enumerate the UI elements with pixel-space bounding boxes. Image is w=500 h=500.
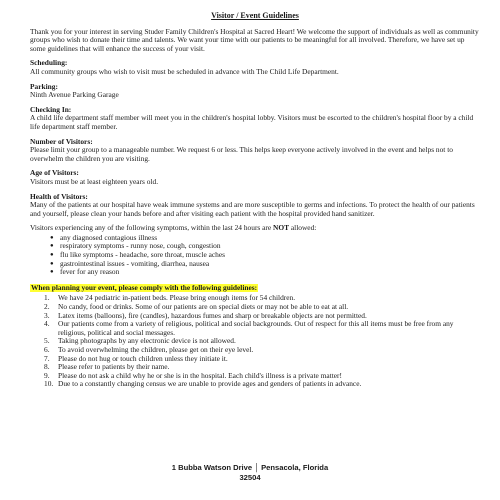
- footer-address: [0, 463, 500, 483]
- rule-text: We have 24 pediatric in-patient beds. Please bring enough items for 54 children.: [58, 293, 296, 303]
- section-text: Ninth Avenue Parking Garage: [30, 90, 119, 100]
- list-item: [30, 320, 480, 337]
- guidelines-document: [30, 12, 480, 389]
- section-health-of-visitors: [30, 193, 480, 219]
- rule-number: 2.: [44, 302, 50, 312]
- section-text: A child life department staff member will meet you in the children's hospital lobby. Visitors must be escorted to the children's hospital floor by a child life department staff member.: [30, 113, 474, 131]
- rule-text: Please refer to patients by their name.: [58, 362, 170, 372]
- list-item: ● fever for any reason: [50, 268, 480, 277]
- document-title: Visitor / Event Guidelines: [211, 11, 299, 20]
- section-checking-in: [30, 106, 480, 132]
- rule-number: 6.: [44, 345, 50, 354]
- symptoms-list: [30, 234, 480, 277]
- section-scheduling: [30, 59, 480, 76]
- rule-number: 1.: [44, 293, 50, 303]
- symptoms-intro-before: Visitors experiencing any of the following symptoms, within the last 24 hours are: [30, 223, 273, 233]
- rule-number: 5.: [44, 336, 50, 346]
- rule-number: 10.: [44, 379, 54, 389]
- section-text: Please limit your group to a manageable number. We request 6 or less. This helps keep everyone actively involved in the event and helps not to overwhelm the children you are visiting.: [30, 145, 453, 163]
- symptoms-intro-after: allowed:: [289, 223, 317, 233]
- rule-number: 4.: [44, 319, 50, 329]
- section-text: All community groups who wish to visit must be scheduled in advance with The Child Life Department.: [30, 66, 339, 76]
- section-text: Many of the patients at our hospital have weak immune systems and are more susceptible to germs and infections. To protect the health of our patients and yourself, please clean your hands before and after visiting each patient with the hospital provided hand sanitizer.: [30, 200, 475, 218]
- rule-number: 3.: [44, 310, 50, 320]
- rule-text: No candy, food or drinks. Some of our patients are on special diets or may not be able to eat at all.: [58, 302, 349, 312]
- rule-text: Our patients come from a variety of religious, political and social backgrounds. Out of respect for this all items must be free from any religious, political and social messages.: [58, 319, 454, 337]
- rule-text: To avoid overwhelming the children, please get on their eye level.: [58, 345, 254, 354]
- section-heading: Age of Visitors:: [30, 168, 79, 178]
- section-heading: Scheduling:: [30, 58, 68, 68]
- intro-paragraph: Thank you for your interest in serving Studer Family Children's Hospital at Sacred Heart! We welcome the support of individuals as well as community groups who wish to donate their time and talents. We want your time with our patients to be meaningful for all involved. Therefore, we have set up some guidelines that will enhance the success of your visit.: [30, 26, 479, 53]
- rule-text: Please do not hug or touch children unless they initiate it.: [58, 353, 228, 363]
- section-heading: Health of Visitors:: [30, 191, 88, 201]
- section-heading: Parking:: [30, 81, 58, 91]
- address-line: 1 Bubba Watson Drive │ Pensacola, Florida: [171, 463, 329, 472]
- address-zip: 32504: [239, 473, 261, 482]
- rule-text: Due to a constantly changing census we are unable to provide ages and genders of patients in advance.: [58, 379, 362, 389]
- list-item: [30, 380, 480, 389]
- rule-text: Please do not ask a child why he or she is in the hospital. Each child's illness is a private matter!: [58, 370, 342, 380]
- symptoms-intro-bold: NOT: [273, 223, 290, 233]
- rule-number: 9.: [44, 370, 50, 380]
- section-text: Visitors must be at least eighteen years old.: [30, 176, 159, 186]
- rule-number: 8.: [44, 362, 50, 372]
- rule-text: Taking photographs by any electronic device is not allowed.: [58, 336, 236, 346]
- list-item: ● flu like symptoms - headache, sore throat, muscle aches: [50, 251, 480, 260]
- list-item: ● gastrointestinal issues - vomiting, diarrhea, nausea: [50, 260, 480, 269]
- list-item: ● respiratory symptoms - runny nose, cough, congestion: [50, 242, 480, 251]
- rules-list: [30, 294, 480, 389]
- section-number-of-visitors: [30, 138, 480, 164]
- guidelines-heading: When planning your event, please comply with the following guidelines:: [31, 282, 258, 292]
- list-item: ● any diagnosed contagious illness: [50, 234, 480, 243]
- symptoms-intro: [30, 224, 480, 233]
- section-heading: Number of Visitors:: [30, 136, 93, 146]
- section-heading: Checking In:: [30, 104, 72, 114]
- section-age-of-visitors: [30, 169, 480, 186]
- rule-number: 7.: [44, 353, 50, 363]
- section-parking: [30, 83, 480, 100]
- rule-text: Latex items (balloons), fire (candles), hazardous fumes and sharp or breakable objects are not permitted.: [58, 310, 367, 320]
